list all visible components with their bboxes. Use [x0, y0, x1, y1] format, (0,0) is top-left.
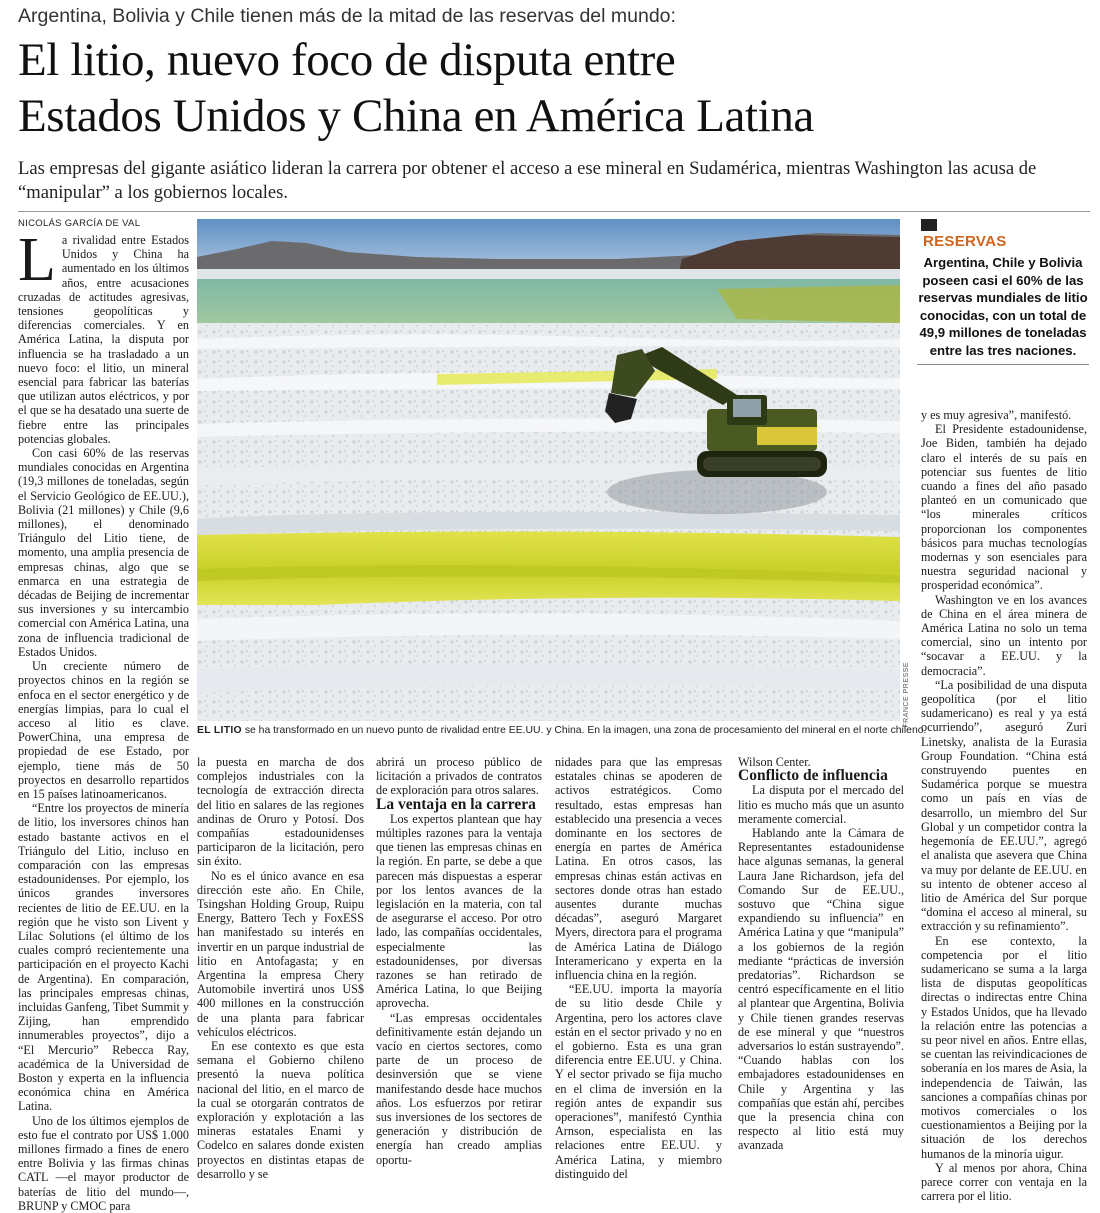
- paragraph: nidades para que las empresas estatales chinas se apoderen de activos estratégicos. Como resultado, estas empresas han establecido una presencia a veces dominante en los sectores de energía en partes de América Latina. En otros casos, las empresas chinas están activas en sectores donde otras han estado ausentes durante muchas décadas”, aseguró Margaret Myers, directora para el programa de América Latina de Diálogo Interamericano y experta en la influencia china en la región.: [555, 755, 722, 983]
- column-1: [18, 226, 189, 1213]
- photo-credit: FRANCE PRESSE: [903, 662, 910, 728]
- kicker: Argentina, Bolivia y Chile tienen más de la mitad de las reservas del mundo:: [18, 5, 676, 27]
- byline: NICOLÁS GARCÍA DE VAL: [18, 218, 141, 229]
- column-5: [738, 755, 904, 1153]
- column-3: [376, 755, 542, 1167]
- paragraph: Un creciente número de proyectos chinos en la región se enfoca en el sector energético y de energías limpias, para lo cual el acceso al litio es clave. PowerChina, una empresa de propiedad de ese Estado, por ejemplo, tiene más de 50 proyectos en desarrollo repartidos en 15 países latinoamericanos.: [18, 659, 189, 801]
- headline-line-2: Estados Unidos y China en América Latina: [18, 90, 814, 142]
- paragraph: “Entre los proyectos de minería de litio, los inversores chinos han estado bastante activos en el Triángulo del Litio, incluso en comparación con las empresas estadounidenses. Por ejemplo, los únicos grandes inversores recientes de litio de EE.UU. en la región que he visto son Livent y Lilac Solutions (el último de los cuales compró recientemente una participación en el proyecto Kachi de Argentina). En comparación, las principales empresas chinas, incluidas Ganfeng, Tibet Summit y Zijing, han emprendido innumerables proyectos”, dijo a “El Mercurio” Rebecca Ray, académica de la Universidad de Boston y experta en la influencia económica china en América Latina.: [18, 801, 189, 1114]
- paragraph: [18, 226, 189, 446]
- paragraph: “EE.UU. importa la mayoría de su litio desde Chile y Argentina, pero los actores clave están en el sector privado y no en el gobierno. Esta es una gran diferencia entre EE.UU. y China. Y el sector privado se fija mucho en el clima de inversión en la región antes de expandir sus operaciones”, manifestó Cynthia Arnson, especialista en las relaciones entre EE.UU. y América Latina, y miembro distinguido del: [555, 982, 722, 1181]
- paragraph: abrirá un proceso público de licitación a privados de contratos de exploración para otros salares.: [376, 755, 542, 798]
- salt-flat-excavator-image: [197, 219, 900, 721]
- paragraph: la puesta en marcha de dos complejos industriales con la tecnología de extracción directa del litio en salares de las regiones andinas de Oruro y Potosí. Dos compañías estadounidenses participaron de la licitación, pero sin éxito.: [197, 755, 364, 869]
- paragraph: Y al menos por ahora, China parece correr con ventaja en la carrera por el litio.: [921, 1160, 1087, 1204]
- headline: [18, 32, 1088, 144]
- caption-lead: EL LITIO: [197, 725, 242, 736]
- paragraph-text: a rivalidad entre Estados Unidos y China ha aumentado en los últimos años, entre acusaciones cruzadas de actitudes agresivas, tensiones geopolíticas y diferencias comerciales. Y en América Latina, la disputa por influencia se ha trasladado a un nuevo foco: el litio, un mineral esencial para fabricar las baterías que utilizan autos eléctricos, y por el que se ha desatado una suerte de fiebre entre las principales potencias globales.: [18, 233, 189, 446]
- paragraph: Washington ve en los avances de China en el área minera de América Latina no solo un tema comercial, sino un intento por “socavar a EE.UU. y la democracia”.: [921, 592, 1087, 678]
- paragraph: y es muy agresiva”, manifestó.: [921, 408, 1072, 422]
- column-2: [197, 755, 364, 1181]
- paragraph: En ese contexto, la competencia por el litio sudamericano se suma a la larga lista de disputas geopolíticas directas o indirectas entre China y Estados Unidos, que ha llevado la relación entre las potencias a su peor nivel en años. Entre ellas, se cuentan las reivindicaciones de soberanía en los mares de Asia, la independencia de Taiwán, las sanciones a compañías chinas por motivos comerciales o los cuestionamientos a Beijing por la situación de los derechos humanos de la minoría uigur.: [921, 933, 1087, 1161]
- headline-line-1: El litio, nuevo foco de disputa entre: [18, 34, 676, 86]
- paragraph: Hablando ante la Cámara de Representantes estadounidense hace algunas semanas, la general Laura Jane Richardson, jefa del Comando Sur de EE.UU., sostuvo que “China sigue expandiendo su influencia” en América Latina y que “manipula” a los gobiernos de la región mediante “prácticas de inversión predatorias”. Richardson se centró específicamente en el litio al plantear que Argentina, Bolivia y Chile tienen grandes reservas de ese mineral y que “nuestros adversarios lo están sustrayendo”. “Cuando hablas con los embajadores estadounidenses en Chile y Argentina y las compañías que están ahí, percibes que la presencia china con respecto al litio está muy avanzada: [738, 826, 904, 1153]
- caption-text: se ha transformado en un nuevo punto de rivalidad entre EE.UU. y China. En la imagen, una zona de procesamiento del mineral en el norte chileno.: [241, 725, 927, 736]
- divider: [18, 211, 1090, 212]
- section-heading: La ventaja en la carrera: [376, 795, 536, 813]
- sidebar-title: RESERVAS: [923, 233, 1007, 250]
- sidebar-marker: [921, 219, 937, 231]
- drop-cap: L: [18, 226, 56, 294]
- subtitle: Las empresas del gigante asiático lideran la carrera por obtener el acceso a ese mineral en Sudamérica, mientras Washington las acusa de “manipular” a los gobiernos locales.: [18, 158, 1037, 203]
- paragraph: “Las empresas occidentales definitivamente están dejando un vacío en ciertos sectores, como parte de un proceso de desinversión que se viene manifestando desde hace muchos años. Los esfuerzos por retirar sus inversiones de los sectores de generación y distribución de energía han creado amplias oportu-: [376, 1010, 542, 1167]
- lithium-photo: [197, 219, 900, 721]
- paragraph: La disputa por el mercado del litio es mucho más que un asunto meramente comercial.: [738, 783, 904, 826]
- sidebar-divider: [917, 364, 1089, 365]
- paragraph: No es el único avance en esa dirección este año. En Chile, Tsingshan Holding Group, Ruipu Energy, Battero Tech y FoxESS han manifestado su interés en invertir en un parque industrial de litio en Antofagasta; y en Argentina la empresa Chery Automobile invertirá unos US$ 400 millones en la construcción de una planta para fabricar vehículos eléctricos.: [197, 868, 364, 1039]
- photo-caption: [197, 724, 927, 737]
- paragraph: Wilson Center.: [738, 755, 811, 769]
- paragraph: En ese contexto es que esta semana el Gobierno chileno presentó la nueva política nacional del litio, en el marco de la cual se otorgarán contratos de exploración y explotación a las mineras estatales Enami y Codelco en salares donde existen proyectos en distintas etapas de desarrollo y se: [197, 1039, 364, 1181]
- paragraph: Los expertos plantean que hay múltiples razones para la ventaja que tienen las empresas chinas en la región. En parte, se debe a que parecen más dispuestas a esperar por los lentos avances de la legislación en la materia, con tal de asegurarse el acceso. Por otro lado, las compañías occidentales, especialmente las estadounidenses, por diversas razones se han retirado de América Latina, lo que Beijing aprovecha.: [376, 811, 542, 1011]
- paragraph: Con casi 60% de las reservas mundiales conocidas en Argentina (19,3 millones de toneladas, según el Servicio Geológico de EE.UU.), Bolivia (21 millones) y Chile (9,6 millones), el denominado Triángulo del Litio tiene, de momento, una amplia presencia de empresas chinas, algo que se enmarca en una estrategia de décadas de Beijing de incrementar sus inversiones y su intercambio comercial con América Latina, una zona de influencia tradicional de Estados Unidos.: [18, 446, 189, 659]
- paragraph: Uno de los últimos ejemplos de esto fue el contrato por US$ 1.000 millones firmado a fines de enero entre Bolivia y las firmas chinas CATL —el mayor productor de baterías de litio del mundo—, BRUNP y CMOC para: [18, 1113, 189, 1213]
- column-6: [921, 408, 1087, 1203]
- reservas-sidebar: [917, 219, 1089, 365]
- column-4: [555, 755, 722, 1181]
- section-heading: Conflicto de influencia: [738, 767, 888, 785]
- paragraph: “La posibilidad de una disputa geopolítica (por el litio sudamericano) es real y ya está ocurriendo”, aseguró Zuri Linetsky, analista de la Eurasia Group Foundation. “China está construyendo puentes en Sudamérica porque se muestra como un país en vías de desarrollo, un miembro del Sur Global y un competidor contra la hegemonía de EE.UU.”, agregó el analista que asevera que China va muy por delante de EE.UU. en su intento de obtener acceso al litio de América del Sur porque “domina el acceso al mineral, su extracción y su refinamiento”.: [921, 677, 1087, 934]
- sidebar-text: Argentina, Chile y Bolivia poseen casi el 60% de las reservas mundiales de litio conocidas, con un total de 49,9 millones de toneladas entre las tres naciones.: [918, 255, 1088, 358]
- paragraph: El Presidente estadounidense, Joe Biden, también ha dejado claro el interés de su país en potenciar sus fuentes de litio cuando a fines del año pasado planteó en un comunicado que “los minerales críticos proporcionan los componentes básicos para muchas tecnologías modernas y son esenciales para nuestra seguridad nacional y prosperidad económica”.: [921, 422, 1087, 593]
